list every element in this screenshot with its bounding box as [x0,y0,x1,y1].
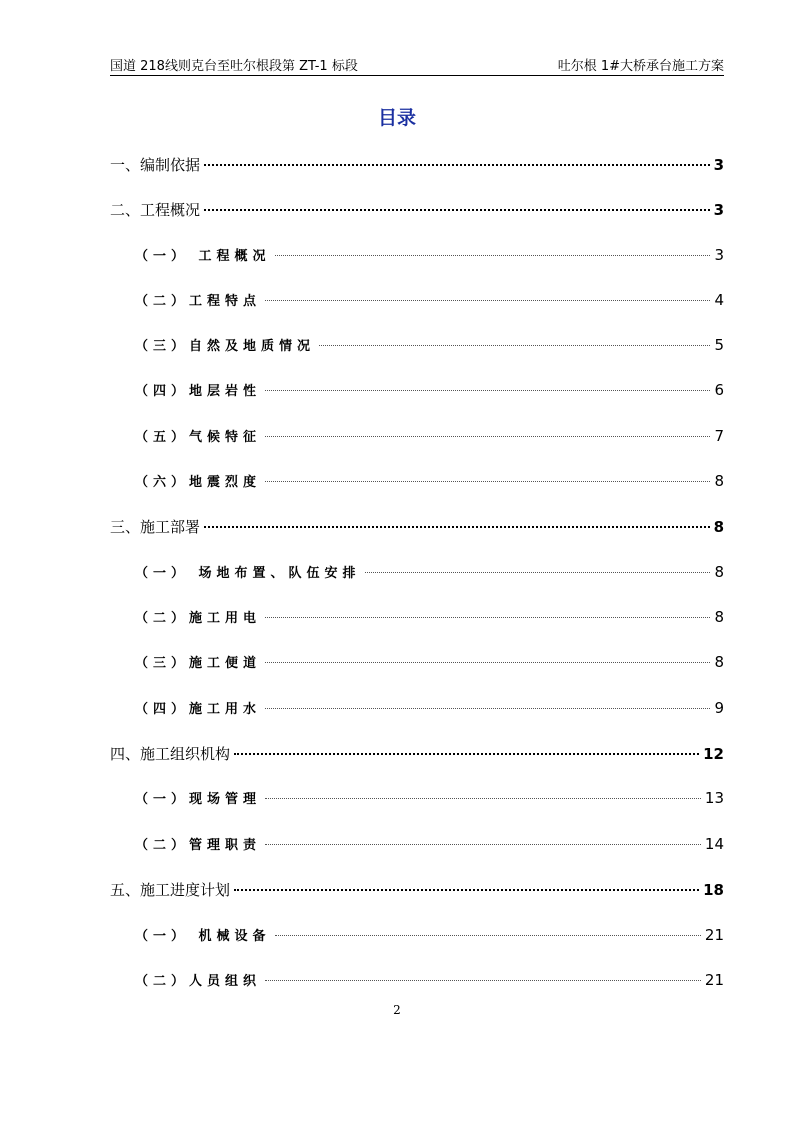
toc-entry-label: （一）现场管理 [135,792,262,807]
toc-entry-label: 四、施工组织机构 [110,745,231,763]
toc-leader-dots [265,798,701,799]
header-left-text: 国道 218线则克台至吐尔根段第 ZT-1 标段 [110,59,358,74]
toc-entry-page: 8 [714,563,724,581]
page-number: 2 [393,1003,401,1017]
toc-leader-dots [265,300,710,301]
toc-leader-dots [275,255,711,256]
toc-entry-label: 二、工程概况 [110,201,201,219]
toc-leader-dots [275,935,701,936]
toc-entry-page: 8 [714,653,724,671]
toc-entry-page: 9 [714,699,724,717]
toc-entry[interactable] [135,335,724,354]
toc-entry-page: 3 [714,246,724,264]
toc-entry-label: （二）施工用电 [135,611,262,626]
toc-entry[interactable] [110,743,724,764]
toc-entry-page: 4 [714,291,724,309]
toc-leader-dots [265,708,710,709]
page-header [110,55,724,76]
toc-entry-page: 21 [704,971,724,989]
toc-entry-label: 一、编制依据 [110,156,201,174]
toc-entry[interactable] [135,834,724,853]
toc-entry-label: （六）地震烈度 [135,475,262,490]
toc-entry[interactable] [110,199,724,220]
toc-leader-dots [265,481,710,482]
toc-entry[interactable] [135,380,724,399]
toc-entry[interactable] [135,245,724,264]
toc-entry-label: 五、施工进度计划 [110,881,231,899]
toc-entry[interactable] [110,154,724,175]
toc-leader-dots [204,526,710,528]
toc-entry-label: （一） 场地布置、队伍安排 [135,566,361,581]
toc-entry[interactable] [135,788,724,807]
toc-entry[interactable] [135,290,724,309]
toc-entry-label: （二）人员组织 [135,974,262,989]
toc-entry-label: （三）自然及地质情况 [135,339,316,354]
toc-entry-page: 13 [704,789,724,807]
toc-entry-label: （一） 工程概况 [135,249,271,264]
toc-entry[interactable] [135,607,724,626]
toc-entry[interactable] [135,471,724,490]
header-right-text: 吐尔根 1#大桥承台施工方案 [557,59,724,74]
toc-leader-dots [265,662,710,663]
toc-entry[interactable] [135,925,724,944]
toc-entry-label: （四）地层岩性 [135,384,262,399]
toc-leader-dots [265,390,710,391]
toc-entry-page: 14 [704,835,724,853]
toc-leader-dots [204,209,710,211]
toc-entry-page: 3 [713,201,724,219]
toc-leader-dots [265,436,710,437]
toc-entry-page: 8 [714,472,724,490]
toc-entry[interactable] [135,562,724,581]
toc-leader-dots [265,980,701,981]
toc-entry-label: （二）工程特点 [135,294,262,309]
toc-leader-dots [265,844,701,845]
toc-entry[interactable] [135,652,724,671]
toc-entry-page: 7 [714,427,724,445]
toc-entry-page: 21 [704,926,724,944]
toc-entry-label: （三）施工便道 [135,656,262,671]
toc-entry-page: 8 [713,518,724,536]
toc-leader-dots [319,345,710,346]
toc-entry-label: （四）施工用水 [135,702,262,717]
toc-entry-page: 6 [714,381,724,399]
toc-entry[interactable] [135,970,724,989]
toc-entry[interactable] [135,698,724,717]
toc-leader-dots [365,572,711,573]
toc-entry-page: 3 [713,156,724,174]
toc-entry-page: 18 [703,881,724,899]
toc-leader-dots [265,617,710,618]
toc-entry-label: 三、施工部署 [110,518,201,536]
toc-entry[interactable] [110,516,724,537]
toc-entry-page: 12 [703,745,724,763]
toc-entry-label: （二）管理职责 [135,838,262,853]
toc-entry-page: 5 [714,336,724,354]
toc-entry[interactable] [110,879,724,900]
toc-leader-dots [234,889,699,891]
toc-leader-dots [234,753,699,755]
toc-title: 目录 [377,107,416,129]
toc-entry-label: （一） 机械设备 [135,929,271,944]
toc-entry-label: （五）气候特征 [135,430,262,445]
toc-entry[interactable] [135,426,724,445]
toc-entry-page: 8 [714,608,724,626]
toc-leader-dots [204,164,710,166]
